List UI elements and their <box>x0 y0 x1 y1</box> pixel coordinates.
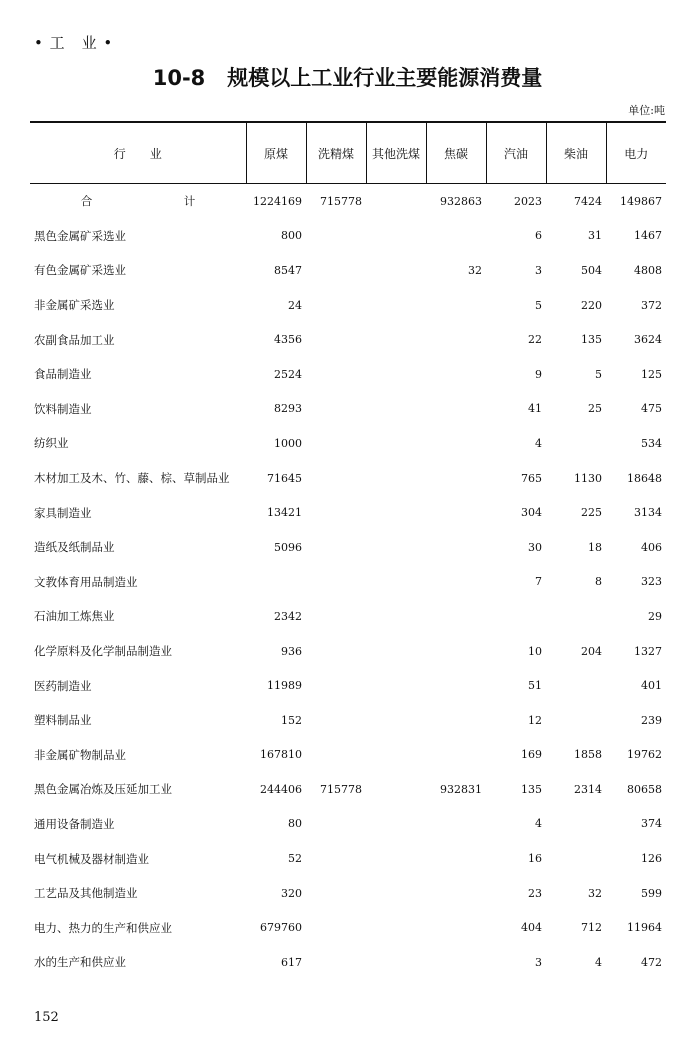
cell-raw-coal: 679760 <box>260 921 302 935</box>
cell-cleaned-coal <box>306 495 366 530</box>
cell-gasoline: 404 <box>521 921 542 935</box>
cell-diesel: 204 <box>581 644 602 658</box>
cell-electricity: 19762 <box>627 748 662 762</box>
cell-raw-coal: 71645 <box>267 471 302 485</box>
cell-coke <box>426 668 486 703</box>
table-row <box>30 461 666 496</box>
cell-gasoline: 5 <box>535 298 542 312</box>
row-label: 医药制造业 <box>34 678 92 693</box>
cell-other-washed-coal <box>366 357 426 392</box>
cell-other-washed-coal <box>366 945 426 980</box>
cell-coke <box>426 634 486 669</box>
column-header-gasoline: 汽油 <box>486 122 546 184</box>
cell-cleaned-coal <box>306 703 366 738</box>
cell-raw-coal: 936 <box>281 644 302 658</box>
cell-cleaned-coal <box>306 426 366 461</box>
row-label: 非金属矿物制品业 <box>34 747 126 762</box>
table-row <box>30 288 666 323</box>
cell-coke <box>426 495 486 530</box>
table-row <box>30 910 666 945</box>
cell-raw-coal: 52 <box>288 852 302 866</box>
row-label: 合 计 <box>80 194 236 209</box>
row-label: 水的生产和供应业 <box>34 955 126 970</box>
row-label: 有色金属矿采选业 <box>34 263 126 278</box>
cell-coke <box>426 738 486 773</box>
cell-other-washed-coal <box>366 599 426 634</box>
column-header-cleaned-coal: 洗精煤 <box>306 122 366 184</box>
row-label: 电力、热力的生产和供应业 <box>34 920 172 935</box>
cell-cleaned-coal <box>306 565 366 600</box>
row-label: 塑料制品业 <box>34 713 92 728</box>
table-row <box>30 495 666 530</box>
row-label: 非金属矿采选业 <box>34 298 115 313</box>
cell-coke <box>426 357 486 392</box>
cell-gasoline: 4 <box>535 817 542 831</box>
cell-cleaned-coal <box>306 945 366 980</box>
cell-coke <box>426 288 486 323</box>
cell-diesel: 32 <box>588 886 602 900</box>
cell-coke <box>426 876 486 911</box>
cell-other-washed-coal <box>366 772 426 807</box>
cell-cleaned-coal <box>306 392 366 427</box>
table-row <box>30 668 666 703</box>
column-header-industry: 行 业 <box>30 122 246 184</box>
cell-cleaned-coal <box>306 219 366 254</box>
cell-cleaned-coal <box>306 876 366 911</box>
cell-other-washed-coal <box>366 392 426 427</box>
cell-raw-coal: 24 <box>288 298 302 312</box>
row-label: 纺织业 <box>34 436 69 451</box>
cell-coke: 932863 <box>440 194 482 208</box>
cell-cleaned-coal <box>306 288 366 323</box>
cell-electricity: 599 <box>641 886 662 900</box>
cell-diesel: 2314 <box>574 782 602 796</box>
cell-coke <box>426 426 486 461</box>
cell-coke <box>426 461 486 496</box>
cell-other-washed-coal <box>366 461 426 496</box>
cell-raw-coal: 800 <box>281 229 302 243</box>
cell-diesel: 31 <box>588 229 602 243</box>
cell-other-washed-coal <box>366 219 426 254</box>
table-row <box>30 253 666 288</box>
cell-diesel: 225 <box>581 506 602 520</box>
cell-other-washed-coal <box>366 634 426 669</box>
cell-electricity: 1327 <box>634 644 662 658</box>
cell-gasoline: 169 <box>521 748 542 762</box>
cell-gasoline: 3 <box>535 263 542 277</box>
cell-diesel: 7424 <box>574 194 602 208</box>
cell-coke <box>426 945 486 980</box>
table-row <box>30 565 666 600</box>
cell-coke <box>426 565 486 600</box>
cell-raw-coal: 1224169 <box>253 194 302 208</box>
table-row <box>30 876 666 911</box>
cell-coke <box>426 599 486 634</box>
row-label: 文教体育用品制造业 <box>34 574 138 589</box>
row-label: 造纸及纸制品业 <box>34 540 115 555</box>
row-label: 通用设备制造业 <box>34 816 115 831</box>
cell-other-washed-coal <box>366 322 426 357</box>
cell-electricity: 126 <box>641 852 662 866</box>
cell-other-washed-coal <box>366 841 426 876</box>
row-label: 化学原料及化学制品制造业 <box>34 644 172 659</box>
cell-electricity: 4808 <box>634 263 662 277</box>
header-row <box>30 122 666 184</box>
cell-diesel <box>546 703 606 738</box>
row-label: 石油加工炼焦业 <box>34 609 115 624</box>
cell-cleaned-coal <box>306 322 366 357</box>
cell-diesel <box>546 599 606 634</box>
cell-other-washed-coal <box>366 876 426 911</box>
table-row <box>30 392 666 427</box>
column-header-other-washed-coal: 其他洗煤 <box>366 122 426 184</box>
cell-raw-coal: 2342 <box>274 609 302 623</box>
cell-diesel: 712 <box>581 921 602 935</box>
cell-other-washed-coal <box>366 807 426 842</box>
cell-gasoline: 41 <box>528 402 542 416</box>
cell-diesel: 18 <box>588 540 602 554</box>
cell-diesel: 5 <box>595 367 602 381</box>
table-row <box>30 530 666 565</box>
cell-cleaned-coal <box>306 668 366 703</box>
table-row <box>30 322 666 357</box>
cell-cleaned-coal: 715778 <box>320 194 362 208</box>
cell-other-washed-coal <box>366 910 426 945</box>
cell-cleaned-coal <box>306 807 366 842</box>
cell-electricity: 534 <box>641 436 662 450</box>
cell-gasoline <box>486 599 546 634</box>
cell-gasoline: 304 <box>521 506 542 520</box>
cell-diesel <box>546 668 606 703</box>
cell-other-washed-coal <box>366 530 426 565</box>
cell-gasoline: 135 <box>521 782 542 796</box>
cell-raw-coal: 11989 <box>267 679 302 693</box>
cell-gasoline: 7 <box>535 575 542 589</box>
cell-electricity: 3624 <box>634 333 662 347</box>
cell-raw-coal: 617 <box>281 955 302 969</box>
cell-coke <box>426 807 486 842</box>
row-label: 食品制造业 <box>34 367 92 382</box>
cell-electricity: 374 <box>641 817 662 831</box>
cell-gasoline: 51 <box>528 679 542 693</box>
row-label: 黑色金属冶炼及压延加工业 <box>34 782 172 797</box>
cell-cleaned-coal <box>306 461 366 496</box>
cell-diesel: 504 <box>581 263 602 277</box>
cell-raw-coal: 244406 <box>260 782 302 796</box>
cell-cleaned-coal <box>306 738 366 773</box>
table-title: 规模以上工业行业主要能源消费量 <box>227 66 543 90</box>
table-row <box>30 738 666 773</box>
row-label: 黑色金属矿采选业 <box>34 228 126 243</box>
cell-electricity: 472 <box>641 955 662 969</box>
cell-diesel: 220 <box>581 298 602 312</box>
cell-gasoline: 6 <box>535 229 542 243</box>
table-row <box>30 357 666 392</box>
row-label: 家具制造业 <box>34 505 92 520</box>
table-row <box>30 772 666 807</box>
table-row <box>30 426 666 461</box>
cell-electricity: 406 <box>641 540 662 554</box>
cell-coke: 932831 <box>440 782 482 796</box>
row-label: 木材加工及木、竹、藤、棕、草制品业 <box>34 471 230 486</box>
cell-other-washed-coal <box>366 253 426 288</box>
cell-cleaned-coal <box>306 910 366 945</box>
cell-electricity: 149867 <box>620 194 662 208</box>
cell-electricity: 3134 <box>634 506 662 520</box>
cell-cleaned-coal: 715778 <box>320 782 362 796</box>
table-row <box>30 703 666 738</box>
cell-other-washed-coal <box>366 426 426 461</box>
cell-gasoline: 16 <box>528 852 542 866</box>
cell-diesel: 4 <box>595 955 602 969</box>
cell-raw-coal: 320 <box>281 886 302 900</box>
cell-other-washed-coal <box>366 738 426 773</box>
table-row <box>30 634 666 669</box>
column-header-coke: 焦碳 <box>426 122 486 184</box>
cell-other-washed-coal <box>366 703 426 738</box>
total-row <box>30 184 666 219</box>
cell-raw-coal: 8547 <box>274 263 302 277</box>
table-row <box>30 841 666 876</box>
cell-diesel: 1858 <box>574 748 602 762</box>
cell-other-washed-coal <box>366 565 426 600</box>
cell-electricity: 401 <box>641 679 662 693</box>
row-label: 农副食品加工业 <box>34 332 115 347</box>
cell-diesel <box>546 807 606 842</box>
cell-coke <box>426 910 486 945</box>
cell-raw-coal <box>246 565 306 600</box>
cell-electricity: 239 <box>641 713 662 727</box>
page-title <box>0 62 695 92</box>
table-row <box>30 599 666 634</box>
row-label: 饮料制造业 <box>34 401 92 416</box>
cell-gasoline: 12 <box>528 713 542 727</box>
cell-raw-coal: 167810 <box>260 748 302 762</box>
cell-gasoline: 23 <box>528 886 542 900</box>
cell-other-washed-coal <box>366 495 426 530</box>
cell-coke <box>426 322 486 357</box>
cell-cleaned-coal <box>306 253 366 288</box>
cell-electricity: 18648 <box>627 471 662 485</box>
cell-raw-coal: 152 <box>281 713 302 727</box>
cell-electricity: 11964 <box>627 921 662 935</box>
cell-gasoline: 30 <box>528 540 542 554</box>
table-number: 10-8 <box>152 66 206 90</box>
cell-raw-coal: 1000 <box>274 436 302 450</box>
row-label: 电气机械及器材制造业 <box>34 851 149 866</box>
cell-other-washed-coal <box>366 668 426 703</box>
cell-raw-coal: 80 <box>288 817 302 831</box>
cell-gasoline: 2023 <box>514 194 542 208</box>
cell-electricity: 29 <box>648 609 662 623</box>
table-row <box>30 945 666 980</box>
cell-diesel <box>546 426 606 461</box>
cell-gasoline: 10 <box>528 644 542 658</box>
cell-cleaned-coal <box>306 634 366 669</box>
cell-electricity: 1467 <box>634 229 662 243</box>
cell-other-washed-coal <box>366 288 426 323</box>
cell-diesel: 8 <box>595 575 602 589</box>
cell-gasoline: 9 <box>535 367 542 381</box>
cell-gasoline: 4 <box>535 436 542 450</box>
cell-coke <box>426 219 486 254</box>
cell-gasoline: 3 <box>535 955 542 969</box>
unit-label: 单位:吨 <box>628 104 665 117</box>
row-label: 工艺品及其他制造业 <box>34 886 138 901</box>
cell-diesel: 135 <box>581 333 602 347</box>
cell-coke <box>426 703 486 738</box>
cell-raw-coal: 8293 <box>274 402 302 416</box>
page-number: 152 <box>34 1010 59 1025</box>
cell-electricity: 80658 <box>627 782 662 796</box>
column-header-electricity: 电力 <box>606 122 666 184</box>
cell-raw-coal: 5096 <box>274 540 302 554</box>
cell-electricity: 475 <box>641 402 662 416</box>
section-tag: • 工 业 • <box>34 34 114 52</box>
cell-electricity: 125 <box>641 367 662 381</box>
cell-diesel: 25 <box>588 402 602 416</box>
cell-coke <box>426 392 486 427</box>
cell-coke: 32 <box>468 263 482 277</box>
cell-electricity: 323 <box>641 575 662 589</box>
cell-diesel: 1130 <box>574 471 602 485</box>
column-header-raw-coal: 原煤 <box>246 122 306 184</box>
cell-coke <box>426 530 486 565</box>
cell-diesel <box>546 841 606 876</box>
cell-other-washed-coal <box>366 184 426 219</box>
cell-coke <box>426 841 486 876</box>
cell-cleaned-coal <box>306 357 366 392</box>
cell-raw-coal: 13421 <box>267 506 302 520</box>
cell-raw-coal: 4356 <box>274 333 302 347</box>
table-row <box>30 807 666 842</box>
cell-cleaned-coal <box>306 530 366 565</box>
table-row <box>30 219 666 254</box>
energy-consumption-table <box>30 121 666 980</box>
cell-raw-coal: 2524 <box>274 367 302 381</box>
cell-cleaned-coal <box>306 841 366 876</box>
column-header-diesel: 柴油 <box>546 122 606 184</box>
cell-cleaned-coal <box>306 599 366 634</box>
cell-electricity: 372 <box>641 298 662 312</box>
cell-gasoline: 22 <box>528 333 542 347</box>
cell-gasoline: 765 <box>521 471 542 485</box>
